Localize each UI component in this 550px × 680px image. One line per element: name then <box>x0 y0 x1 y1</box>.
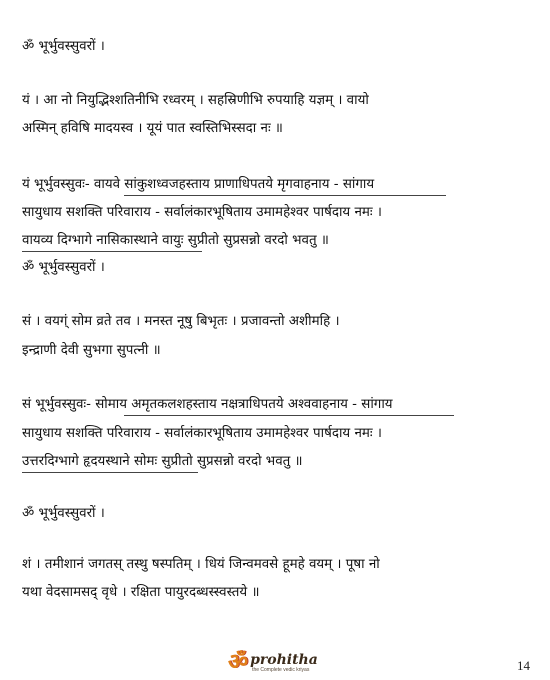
section-1-heading: ॐ भूर्भुवस्सुवरों । <box>22 39 105 54</box>
logo-name: prohitha <box>250 652 318 668</box>
section-4-line-1: सं भूर्भुवस्सुवः- सोमाय अमृतकलशहस्ताय नक्षत्राधिपतये अश्ववाहनाय - सांगाय <box>22 397 393 412</box>
section-2-underline-2 <box>22 251 202 252</box>
section-1-line-2: अस्मिन् हविषि मादयस्व । यूयं पात स्वस्तिभिस्सदा नः ॥ <box>22 121 283 136</box>
section-2-line-1: यं भूर्भुवस्सुवः- वायवे सांकुशध्वजहस्ताय प्राणाधिपतये मृगवाहनाय - सांगाय <box>22 177 375 192</box>
section-3-line-2: इन्द्राणी देवी सुभगा सुपत्नी ॥ <box>22 343 161 358</box>
section-5-line-2: यथा वेदसामसद् वृधे । रक्षिता पायुरदब्धस्स्वस्तये ॥ <box>22 585 260 600</box>
section-2-line-3: वायव्य दिग्भागे नासिकास्थाने वायुः सुप्रीतो सुप्रसन्नो वरदो भवतु ॥ <box>22 233 329 248</box>
logo-tagline: the Complete vedic kriyas <box>252 667 310 673</box>
logo-text-block <box>250 653 318 673</box>
section-4-line-3: उत्तरदिग्भागे हृदयस्थाने सोमः सुप्रीतो सुप्रसन्नो वरदो भवतु ॥ <box>22 454 303 469</box>
section-4-underline-1 <box>124 415 454 416</box>
section-2-line-2: सायुधाय सशक्ति परिवाराय - सर्वालंकारभूषिताय उमामहेश्वर पार्षदाय नमः । <box>22 205 382 220</box>
prohitha-logo <box>228 651 318 675</box>
section-5-line-1: शं । तमीशानं जगतस् तस्थु षस्पतिम् । धियं जिन्वमवसे हूमहे वयम् । पूषा नो <box>22 557 380 572</box>
section-5-heading: ॐ भूर्भुवस्सुवरों । <box>22 506 105 521</box>
page-number: 14 <box>517 658 530 673</box>
section-1-line-1: यं । आ नो नियुद्भिश्शतिनीभि रध्वरम् । सहस्रिणीभि रुपयाहि यज्ञम् । वायो <box>22 93 369 108</box>
section-4-underline-2 <box>22 472 198 473</box>
om-logo-icon: ॐ <box>228 650 249 675</box>
section-2-underline-1 <box>124 195 446 196</box>
section-4-line-2: सायुधाय सशक्ति परिवाराय - सर्वालंकारभूषिताय उमामहेश्वर पार्षदाय नमः । <box>22 426 382 441</box>
section-3-line-1: सं । वयग्ं सोम व्रते तव । मनस्त नूषु बिभृतः । प्रजावन्तो अशीमहि । <box>22 314 340 329</box>
section-3-heading: ॐ भूर्भुवस्सुवरों । <box>22 260 105 275</box>
